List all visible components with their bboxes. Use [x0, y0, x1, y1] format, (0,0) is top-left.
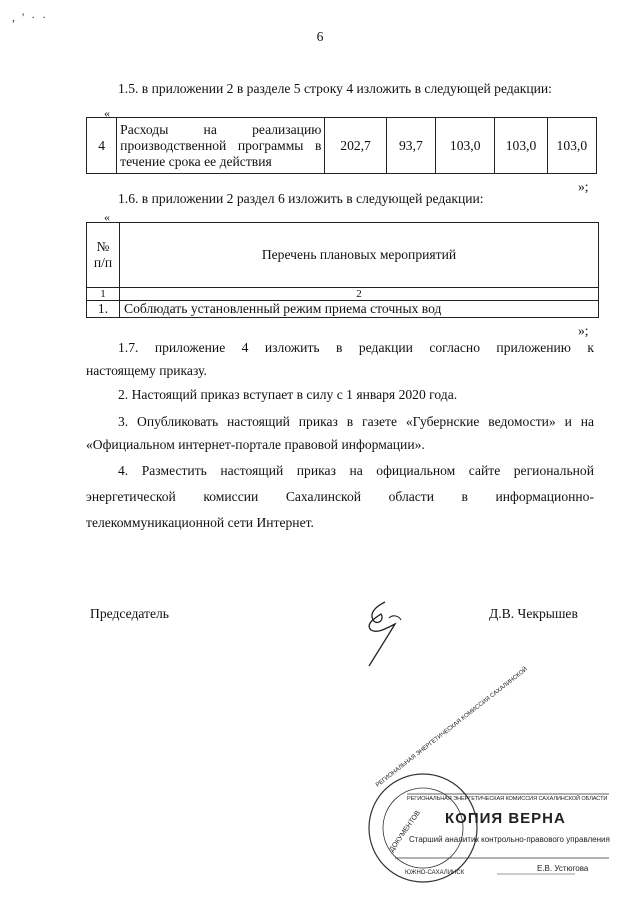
quote-open: «: [104, 210, 110, 224]
budget-table: [86, 117, 597, 174]
paragraph-3-line1: 3. Опубликовать настоящий приказ в газете «Губернские ведомости» и на: [118, 414, 594, 429]
stamp-role: Старший аналитик контрольно-правового управления: [409, 835, 610, 844]
quote-open: «: [104, 106, 110, 120]
header-title: Перечень плановых мероприятий: [120, 223, 599, 288]
value-cell: 103,0: [436, 118, 495, 174]
stamp-ring-text: РЕГИОНАЛЬНАЯ ЭНЕРГЕТИЧЕСКАЯ КОМИССИЯ САХАЛИНСКОЙ: [375, 666, 529, 789]
stamp-signer: Е.В. Устюгова: [537, 864, 589, 873]
stamp-title: КОПИЯ ВЕРНА: [445, 810, 566, 827]
stamp-ring-word: ДОКУМЕНТОВ: [388, 809, 422, 854]
paragraph-1-7-line1: 1.7. приложение 4 изложить в редакции согласно приложению к: [118, 340, 594, 355]
paragraph-4-line1: 4. Разместить настоящий приказ на официальном сайте региональной: [118, 463, 594, 478]
row-description-line1: Расходы на реализацию: [120, 121, 322, 137]
value-cell: 93,7: [386, 118, 435, 174]
row-number: 4: [87, 118, 117, 174]
table-row: [87, 301, 599, 318]
stamp-organization: РЕГИОНАЛЬНАЯ ЭНЕРГЕТИЧЕСКАЯ КОМИССИЯ САХАЛИНСКОЙ ОБЛАСТИ: [407, 796, 608, 802]
quote-close: »;: [578, 179, 589, 194]
value-cell: 202,7: [325, 118, 386, 174]
row-description-line2: производственной программы в: [120, 137, 322, 153]
paragraph-1-7-line2: настоящему приказу.: [86, 363, 207, 378]
quote-close: »;: [578, 323, 589, 338]
signatory-name: Д.В. Чекрышев: [489, 606, 578, 621]
paragraph-4-line3: телекоммуникационной сети Интернет.: [86, 515, 314, 530]
stamp-ring-city: ЮЖНО-САХАЛИНСК: [405, 870, 465, 876]
table-header-row: [87, 223, 599, 288]
certified-copy-stamp: [365, 666, 610, 885]
index-cell: 2: [120, 288, 599, 301]
row-number: 1.: [87, 301, 120, 318]
signatory-position: Председатель: [90, 606, 169, 621]
paragraph-1-6: 1.6. в приложении 2 раздел 6 изложить в следующей редакции:: [118, 191, 484, 206]
table-row: [87, 118, 597, 174]
table-index-row: [87, 288, 599, 301]
measures-table: [86, 222, 599, 318]
scan-corner-marks: , ' · ·: [12, 10, 49, 24]
index-cell: 1: [87, 288, 120, 301]
page-number: 6: [316, 29, 324, 44]
paragraph-3-line2: «Официальном интернет-портале правовой информации».: [86, 437, 425, 452]
paragraph-4-line2: энергетической комиссии Сахалинской области в информационно-: [86, 489, 594, 504]
paragraph-2: 2. Настоящий приказ вступает в силу с 1 января 2020 года.: [118, 387, 458, 402]
row-description: [117, 118, 325, 174]
row-description-line3: течение срока ее действия: [120, 153, 272, 169]
header-num: № п/п: [87, 223, 120, 288]
row-text: Соблюдать установленный режим приема сточных вод: [120, 301, 599, 318]
value-cell: 103,0: [495, 118, 547, 174]
value-cell: 103,0: [547, 118, 596, 174]
paragraph-1-5: 1.5. в приложении 2 в разделе 5 строку 4 изложить в следующей редакции:: [118, 81, 552, 96]
handwritten-signature: [355, 594, 415, 674]
